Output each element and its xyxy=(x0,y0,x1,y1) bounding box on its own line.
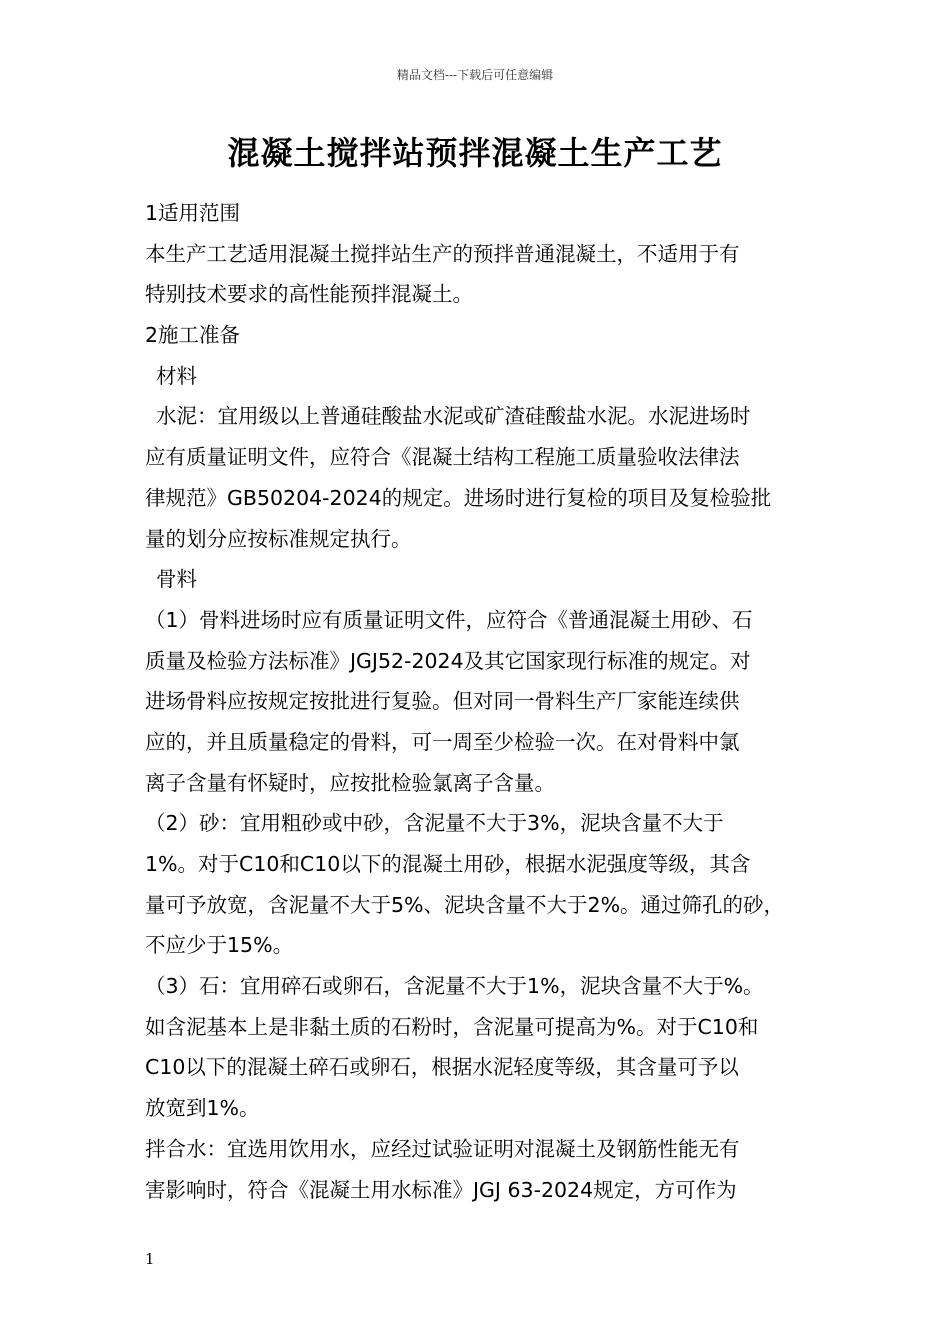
body-line: 本生产工艺适用混凝土搅拌站生产的预拌普通混凝土，不适用于有 xyxy=(145,241,740,266)
body-line: 进场骨料应按规定按批进行复验。但对同一骨料生产厂家能连续供 xyxy=(145,689,740,714)
body-line: 材料 xyxy=(156,363,197,388)
body-line: 1适用范围 xyxy=(145,201,241,225)
body-line: （2）砂：宜用粗砂或中砂，含泥量不大于3%，泥块含量不大于 xyxy=(145,811,724,836)
body-line: 2施工准备 xyxy=(145,323,241,348)
body-line: 拌合水：宜选用饮用水，应经过试验证明对混凝土及钢筋性能无有 xyxy=(145,1136,740,1161)
body-line: 1%。对于C10和C10以下的混凝土用砂，根据水泥强度等级，其含 xyxy=(145,852,751,876)
body-line: 应有质量证明文件，应符合《混凝土结构工程施工质量验收法律法 xyxy=(145,445,740,470)
body-line: 放宽到1%。 xyxy=(145,1096,260,1121)
document-title: 混凝土搅拌站预拌混凝土生产工艺 xyxy=(227,134,723,172)
body-line: 质量及检验方法标准》JGJ52-2024及其它国家现行标准的规定。对 xyxy=(145,648,751,673)
body-line: 骨料 xyxy=(156,567,197,592)
body-line: 量的划分应按标准规定执行。 xyxy=(145,526,412,551)
document-body xyxy=(145,193,825,1210)
body-line: （3）石：宜用碎石或卵石，含泥量不大于1%，泥块含量不大于%。 xyxy=(145,974,764,999)
body-line: 量可予放宽，含泥量不大于5%、泥块含量不大于2%。通过筛孔的砂， xyxy=(145,892,785,917)
body-line: 特别技术要求的高性能预拌混凝土。 xyxy=(145,282,473,307)
body-line: 水泥：宜用级以上普通硅酸盐水泥或矿渣硅酸盐水泥。水泥进场时 xyxy=(156,404,751,429)
body-line: 如含泥基本上是非黏土质的石粉时，含泥量可提高为%。对于C10和 xyxy=(145,1014,759,1039)
body-line: 害影响时，符合《混凝土用水标准》JGJ 63-2024规定，方可作为 xyxy=(145,1177,737,1202)
page-header: 精品文档---下载后可任意编辑 xyxy=(396,68,554,82)
body-line: C10以下的混凝土碎石或卵石，根据水泥轻度等级，其含量可予以 xyxy=(145,1055,739,1080)
body-line: 应的，并且质量稳定的骨料，可一周至少检验一次。在对骨料中氯 xyxy=(145,729,740,754)
page-number: 1 xyxy=(145,1250,155,1268)
body-line: （1）骨料进场时应有质量证明文件，应符合《普通混凝土用砂、石 xyxy=(145,607,753,632)
body-line: 离子含量有怀疑时，应按批检验氯离子含量。 xyxy=(145,770,555,795)
body-line: 律规范》GB50204-2024的规定。进场时进行复检的项目及复检验批 xyxy=(145,485,772,510)
body-line: 不应少于15%。 xyxy=(145,933,294,958)
